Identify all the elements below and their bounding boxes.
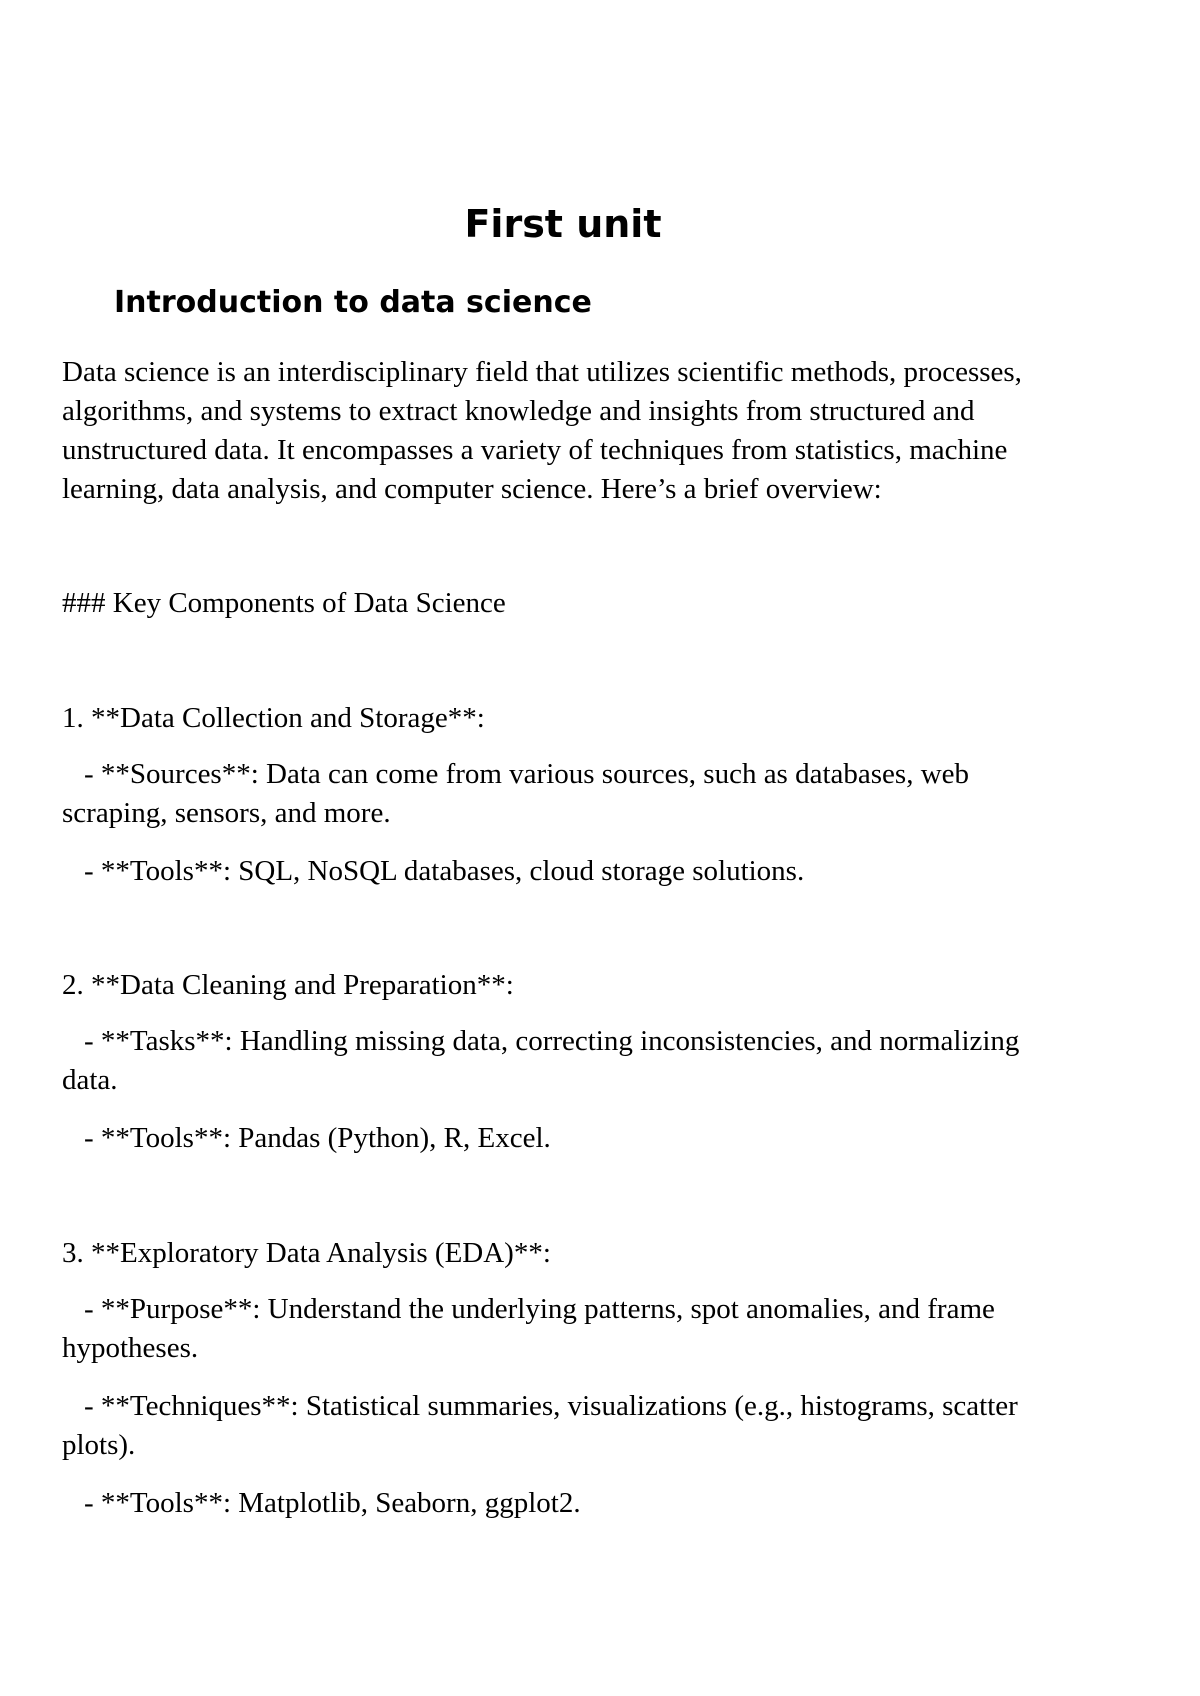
bullet-tools-cleaning: [62, 1119, 1150, 1158]
bullet-purpose: [62, 1290, 1150, 1368]
bullet-line: - **Tools**: Pandas (Python), R, Excel.: [84, 1122, 551, 1154]
bullet-line: - **Tools**: SQL, NoSQL databases, cloud storage solutions.: [84, 855, 805, 887]
intro-line: unstructured data. It encompasses a variety of techniques from statistics, machine: [62, 434, 1008, 466]
bullet-line: - **Purpose**: Understand the underlying patterns, spot anomalies, and frame: [84, 1293, 995, 1325]
bullet-line: - **Tools**: Matplotlib, Seaborn, ggplot2.: [84, 1487, 581, 1519]
bullet-line: data.: [62, 1064, 118, 1096]
intro-line: algorithms, and systems to extract knowledge and insights from structured and: [62, 395, 975, 427]
bullet-line: hypotheses.: [62, 1332, 199, 1364]
bullet-line: scraping, sensors, and more.: [62, 797, 391, 829]
bullet-sources: [62, 755, 1150, 833]
key-components-heading: ### Key Components of Data Science: [62, 587, 506, 619]
section-subtitle: Introduction to data science: [114, 285, 592, 320]
intro-line: learning, data analysis, and computer science. Here’s a brief overview:: [62, 473, 882, 505]
intro-line: Data science is an interdisciplinary field that utilizes scientific methods, processes,: [62, 356, 1022, 388]
bullet-tools-eda: [62, 1484, 1150, 1523]
item-title-data-cleaning: 2. **Data Cleaning and Preparation**:: [62, 969, 514, 1001]
item-title-data-collection: 1. **Data Collection and Storage**:: [62, 702, 485, 734]
bullet-techniques: [62, 1387, 1150, 1465]
bullet-tasks: [62, 1022, 1150, 1100]
intro-paragraph: [62, 353, 1150, 509]
page-title: First unit: [464, 202, 662, 246]
bullet-line: - **Tasks**: Handling missing data, correcting inconsistencies, and normalizing: [84, 1025, 1020, 1057]
bullet-line: - **Sources**: Data can come from various sources, such as databases, web: [84, 758, 970, 790]
bullet-line: plots).: [62, 1429, 136, 1461]
item-title-eda: 3. **Exploratory Data Analysis (EDA)**:: [62, 1237, 551, 1269]
bullet-line: - **Techniques**: Statistical summaries, visualizations (e.g., histograms, scatter: [84, 1390, 1018, 1422]
bullet-tools-storage: [62, 852, 1150, 891]
